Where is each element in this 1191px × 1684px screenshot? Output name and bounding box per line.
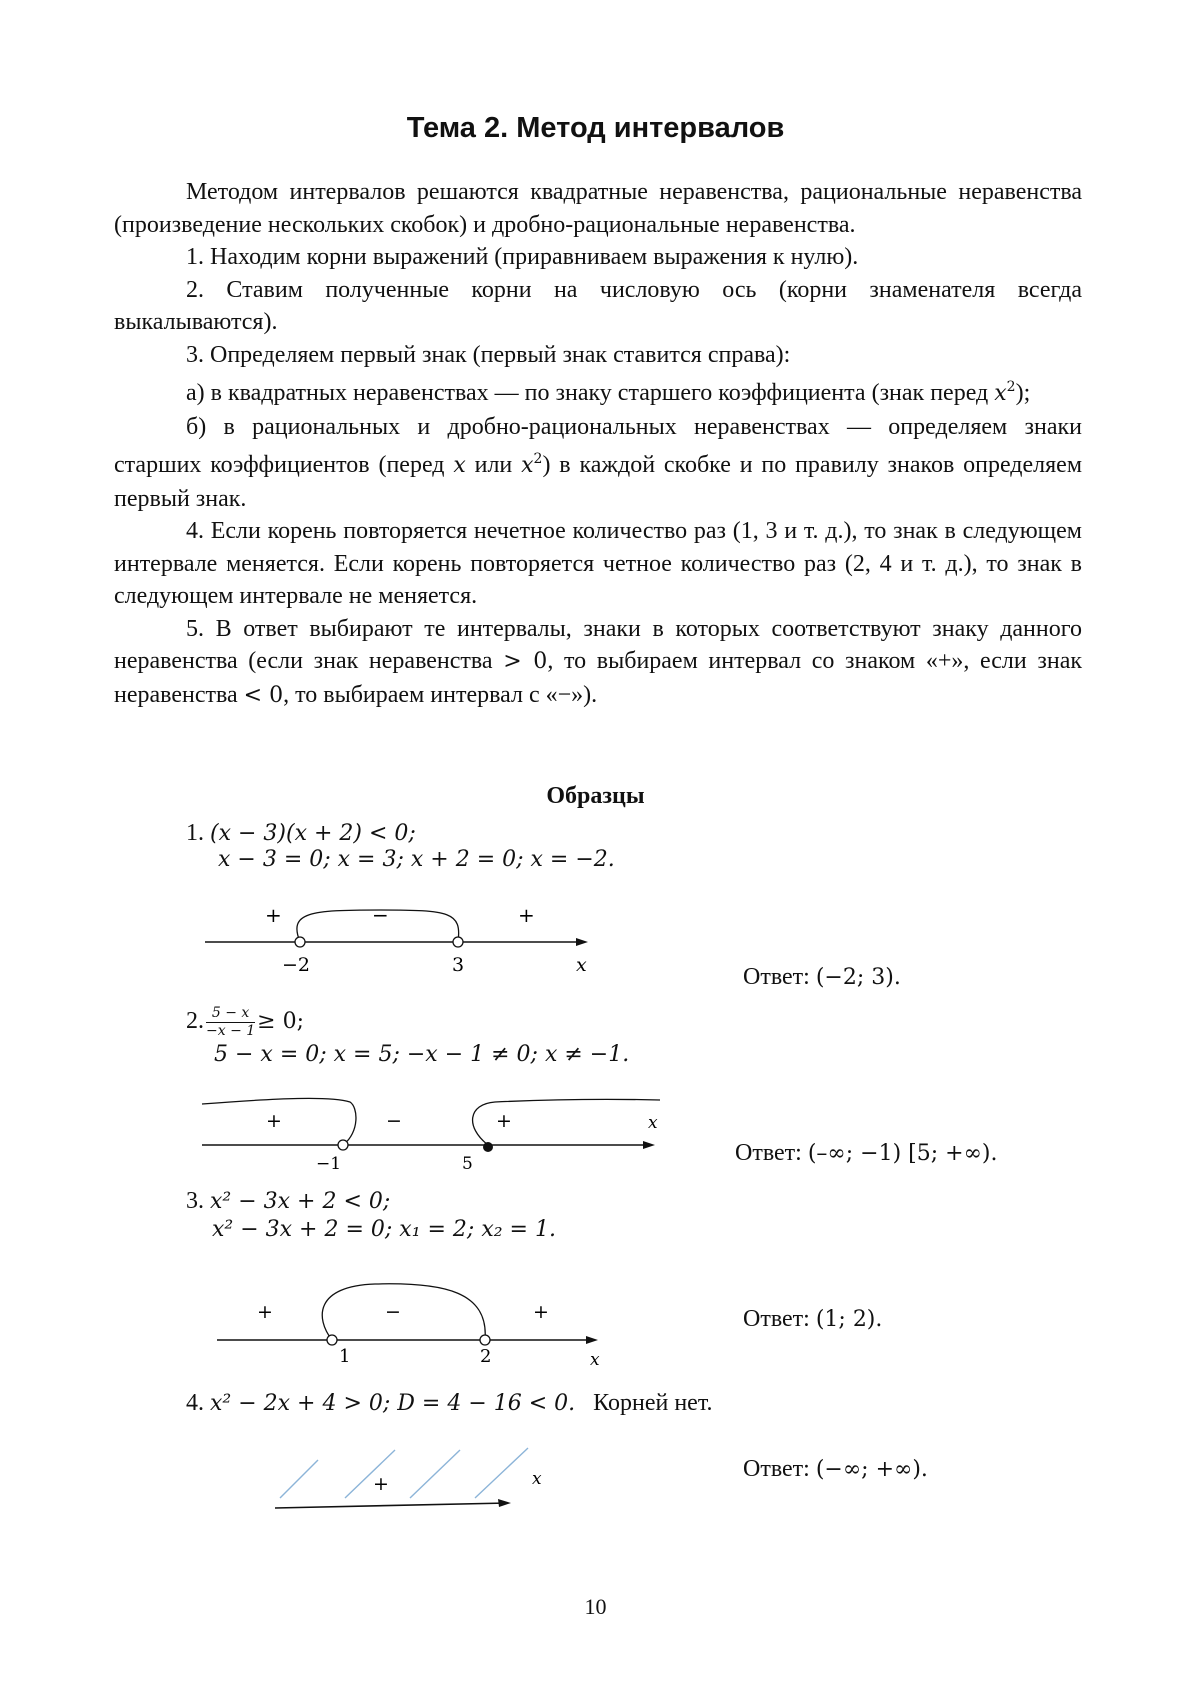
step-5: 5. В ответ выбирают те интервалы, знаки в которых соответствуют знаку данного неравенства (если знак неравенства > 0, то выбираем интервал со знаком «+», если знак неравенства < 0, то выбираем интервал с «−»). [114, 615, 1083, 708]
hatch-line [475, 1448, 528, 1498]
root-point-open [295, 937, 305, 947]
step-3b: б) в рациональных и дробно-рациональных неравенствах — определяем знаки старших коэффициентов (перед x или $x^2$) в каждой скобке и по правилу знаков определяем первый знак. [114, 413, 1083, 512]
interval-sign: − [385, 1301, 401, 1323]
example-2-answer: Ответ: (–∞; −1) [5; +∞). [735, 1140, 998, 1166]
fraction: $\frac{5 - x}{-x - 1}$ [206, 1005, 256, 1039]
theory-text [114, 176, 1082, 712]
hatch-line [410, 1450, 460, 1498]
axis-arrow [643, 1141, 655, 1149]
root-point-open [480, 1335, 490, 1345]
axis-arrow [586, 1336, 598, 1344]
example-4-number-line [270, 1440, 570, 1520]
example-3-inequality: 3. x² − 3x + 2 < 0; [186, 1188, 391, 1214]
interval-sign: + [518, 903, 535, 927]
intro-paragraph: Методом интервалов решаются квадратные неравенства, рациональные неравенства (произведение нескольких скобок) и дробно-рациональные неравенства. [114, 179, 1082, 238]
root-label: −2 [282, 954, 311, 976]
axis-label: x [576, 954, 587, 976]
example-3-roots: x² − 3x + 2 = 0; x₁ = 2; x₂ = 1. [212, 1217, 556, 1242]
axis-arrow [498, 1499, 511, 1507]
axis-arrow [576, 938, 588, 946]
root-label: 2 [480, 1346, 492, 1367]
example-1-roots: x − 3 = 0; x = 3; x + 2 = 0; x = −2. [218, 847, 615, 872]
sign-curve [322, 1284, 485, 1340]
axis-label: x [648, 1113, 658, 1133]
example-1-answer: Ответ: (−2; 3). [743, 964, 901, 990]
step-3: 3. Определяем первый знак (первый знак ставится справа): [186, 341, 791, 368]
axis-label: x [532, 1469, 542, 1489]
interval-sign: + [266, 1110, 282, 1132]
page-number: 10 [584, 1594, 607, 1619]
interval-sign: + [533, 1301, 549, 1323]
interval-sign: + [373, 1473, 389, 1495]
samples-heading: Образцы [546, 783, 645, 809]
root-point-open [453, 937, 463, 947]
example-2-inequality: 2. $\frac{5 - x}{-x - 1}$ ≥ 0; [186, 1005, 305, 1039]
root-point-open [327, 1335, 337, 1345]
root-label: 1 [339, 1346, 351, 1367]
example-4 [186, 1390, 713, 1417]
hatch-line [280, 1460, 318, 1498]
example-3-number-line [215, 1278, 615, 1368]
root-label: −1 [316, 1154, 342, 1174]
step-2: 2. Ставим полученные корни на числовую ось (корни знаменателя всегда выкалываются). [114, 276, 1082, 335]
page-title: Тема 2. Метод интервалов [406, 112, 785, 144]
interval-sign: − [372, 903, 389, 927]
example-3 [186, 1188, 556, 1242]
example-2-number-line [200, 1092, 670, 1172]
interval-sign: + [496, 1110, 512, 1132]
example-4-answer: Ответ: (−∞; +∞). [743, 1456, 928, 1482]
axis-label: x [590, 1350, 600, 1370]
root-point-closed [483, 1142, 493, 1152]
example-1 [186, 820, 615, 872]
step-1: 1. Находим корни выражений (приравниваем выражения к нулю). [186, 244, 859, 270]
example-1-number-line [200, 900, 600, 990]
example-3-answer: Ответ: (1; 2). [743, 1306, 883, 1332]
root-label: 3 [452, 954, 465, 976]
example-2-roots: 5 − x = 0; x = 5; −x − 1 ≠ 0; x ≠ −1. [214, 1042, 630, 1067]
interval-sign: + [257, 1301, 273, 1323]
example-1-inequality: 1. (x − 3)(x + 2) < 0; [186, 820, 416, 846]
step-4: 4. Если корень повторяется нечетное количество раз (1, 3 и т. д.), то знак в следующем интервале меняется. Если корень повторяется четное количество раз (2, 4 и т. д.), то знак в следующем интервале не меняется. [114, 518, 1082, 609]
example-4-inequality: 4. x² − 2x + 4 > 0; D = 4 − 16 < 0. Корней нет. [186, 1390, 713, 1416]
example-2 [186, 1005, 629, 1067]
interval-sign: − [386, 1110, 402, 1132]
interval-sign: + [265, 903, 282, 927]
step-3a: а) в квадратных неравенствах — по знаку старшего коэффициента (знак перед $x^2$); [186, 379, 1031, 406]
root-label: 5 [462, 1154, 473, 1174]
root-point-open [338, 1140, 348, 1150]
axis-line [275, 1503, 508, 1508]
